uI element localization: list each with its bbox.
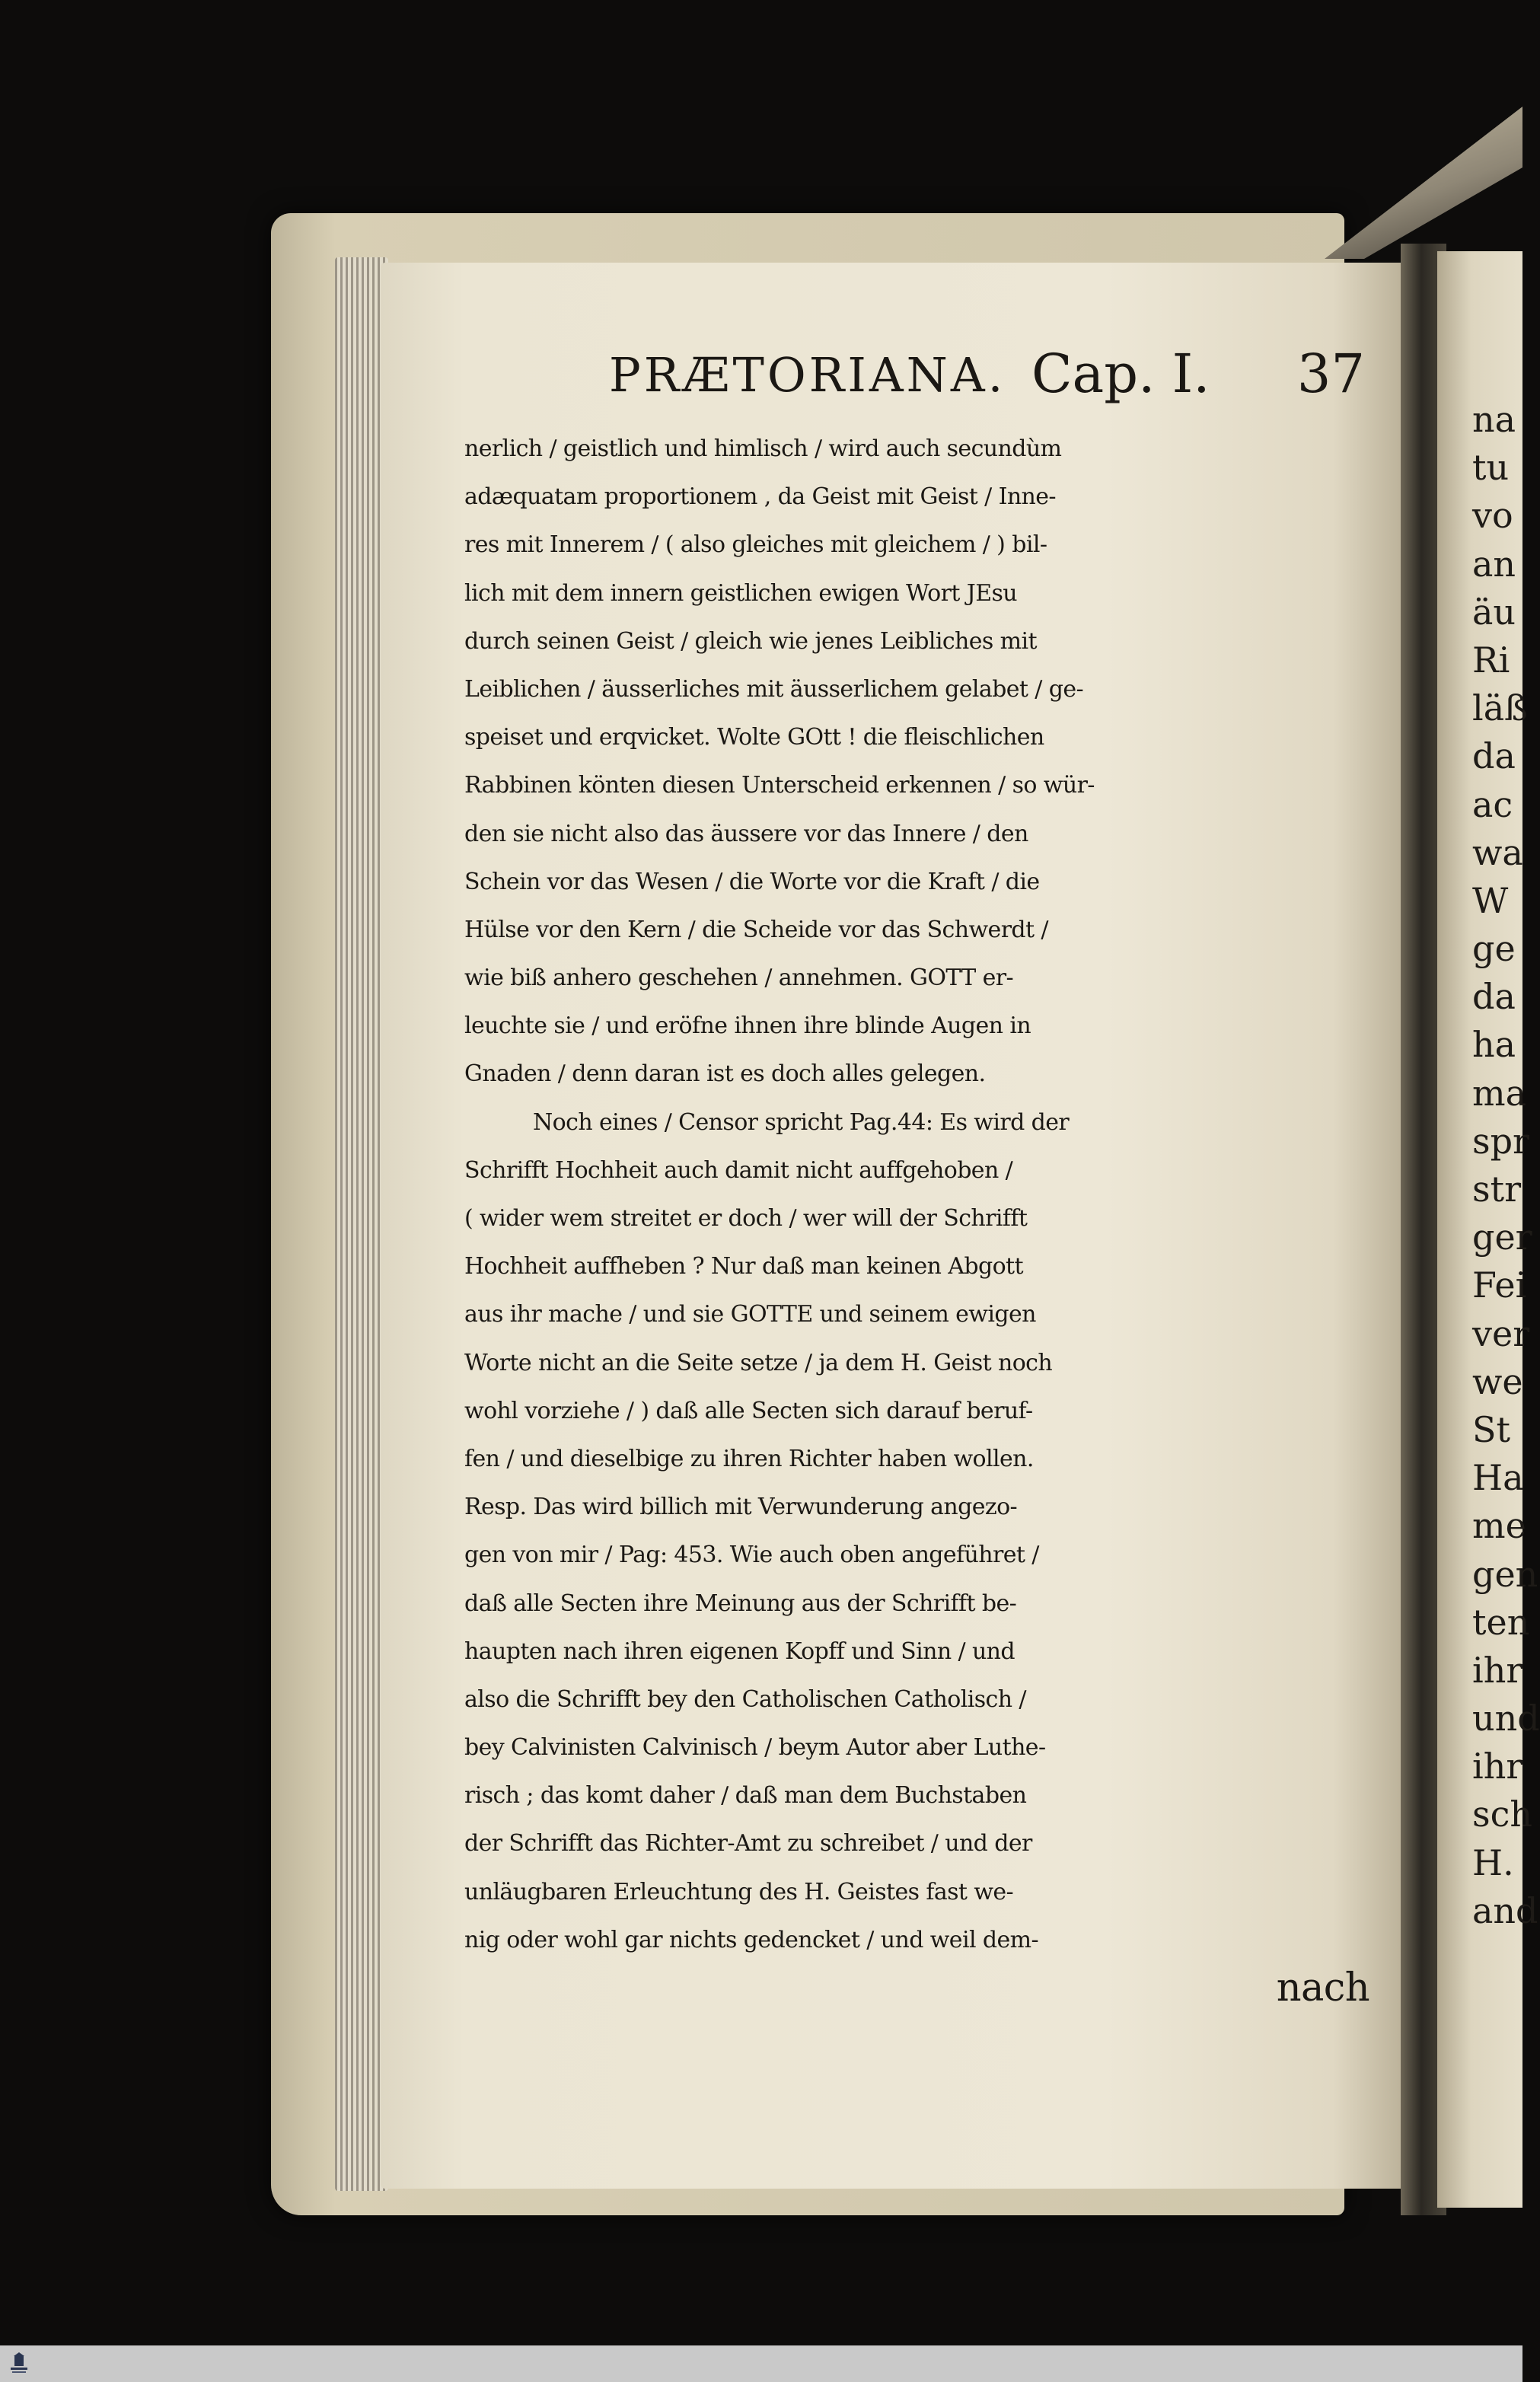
right-page-fragment: da [1472, 976, 1516, 1018]
running-head [464, 341, 1374, 425]
right-page-fragment: sch [1472, 1794, 1532, 1835]
right-page-fragment: ge [1472, 928, 1516, 970]
right-page-fragment: ma [1472, 1072, 1527, 1114]
right-page-fragment: we [1472, 1360, 1523, 1402]
right-page-fragment: str [1472, 1169, 1522, 1210]
text-line: daß alle Secten ihre Meinung aus der Schrifft be- [464, 1590, 1017, 1617]
text-line: Gnaden / denn daran ist es doch alles gelegen. [464, 1060, 986, 1088]
right-page-fragment: Ri [1472, 639, 1510, 681]
catchword: nach [1276, 1966, 1369, 2011]
right-page-fragment: tu [1472, 447, 1510, 489]
right-page-fragment: vo [1472, 495, 1513, 537]
text-line: also die Schrifft bey den Catholischen Catholisch / [464, 1685, 1026, 1713]
right-page-fragment: wa [1472, 831, 1523, 873]
text-line: leuchte sie / und eröfne ihnen ihre blinde Augen in [464, 1012, 1031, 1040]
text-line: haupten nach ihren eigenen Kopff und Sinn / und [464, 1637, 1015, 1665]
text-line: gen von mir / Pag: 453. Wie auch oben angeführet / [464, 1542, 1039, 1569]
right-page-fragment: Fei [1472, 1264, 1527, 1306]
text-line: risch ; das komt daher / daß man dem Buchstaben [464, 1782, 1027, 1810]
text-line: adæquatam proportionem , da Geist mit Geist / Inne- [464, 483, 1056, 511]
right-page-fragment: an [1472, 543, 1516, 585]
text-line: Hochheit auffheben ? Nur daß man keinen Abgott [464, 1253, 1023, 1280]
text-line: aus ihr mache / und sie GOTTE und seinem ewigen [464, 1301, 1036, 1328]
page-text [464, 341, 1374, 2012]
right-page-text [1472, 396, 1540, 1935]
right-page-fragment: ger [1472, 1217, 1532, 1258]
right-page-fragment: läß [1472, 687, 1528, 729]
right-page-fragment: spr [1472, 1120, 1530, 1162]
text-line: Rabbinen könten diesen Unterscheid erkennen / so wür- [464, 772, 1095, 799]
text-line: bey Calvinisten Calvinisch / beym Autor aber Luthe- [464, 1734, 1046, 1762]
text-line: Noch eines / Censor spricht Pag.44: Es wird der [533, 1108, 1070, 1136]
right-page-fragment: ver [1472, 1312, 1530, 1354]
chapter-label: Cap. I. [1031, 343, 1210, 405]
text-line: der Schrifft das Richter-Amt zu schreibet / und der [464, 1830, 1032, 1857]
text-line: res mit Innerem / ( also gleiches mit gleichem / ) bil- [464, 531, 1047, 559]
library-logo-icon [8, 2352, 30, 2377]
text-line: nig oder wohl gar nichts gedencket / und weil dem- [464, 1926, 1039, 1953]
text-line: nerlich / geistlich und himlisch / wird auch secundùm [464, 435, 1062, 462]
text-line: Worte nicht an die Seite setze / ja dem H. Geist noch [464, 1349, 1053, 1376]
page-number: 37 [1296, 343, 1365, 405]
text-line: wohl vorziehe / ) daß alle Secten sich darauf beruf- [464, 1397, 1033, 1424]
text-line: den sie nicht also das äussere vor das Innere / den [464, 820, 1028, 847]
text-line: ( wider wem streitet er doch / wer will der Schrifft [464, 1205, 1028, 1232]
text-line: Schrifft Hochheit auch damit nicht auffgehoben / [464, 1156, 1013, 1184]
text-line: lich mit dem innern geistlichen ewigen Wort JEsu [464, 579, 1018, 607]
right-page-fragment: W [1472, 879, 1509, 921]
right-page-fragment: gen [1472, 1553, 1538, 1595]
text-lines [464, 425, 1374, 1964]
book-spine [1325, 107, 1522, 259]
running-title: PRÆTORIANA. [609, 347, 1006, 403]
right-page-fragment: ihr [1472, 1746, 1523, 1787]
text-line: fen / und dieselbige zu ihren Richter haben wollen. [464, 1445, 1034, 1472]
right-page-fragment: ten [1472, 1601, 1530, 1643]
text-line: Schein vor das Wesen / die Worte vor die Kraft / die [464, 868, 1040, 895]
text-line: Resp. Das wird billich mit Verwunderung angezo- [464, 1494, 1018, 1521]
right-page-fragment: ac [1472, 783, 1513, 825]
viewer-footer-bar [0, 2345, 1522, 2382]
right-page-fragment: ihr [1472, 1649, 1523, 1691]
text-line: wie biß anhero geschehen / annehmen. GOTT er- [464, 965, 1014, 992]
right-page-fragment: da [1472, 735, 1516, 777]
right-page-fragment: St [1472, 1408, 1510, 1450]
text-line: Hülse vor den Kern / die Scheide vor das Schwerdt / [464, 916, 1048, 943]
text-line: Leiblichen / äusserliches mit äusserlichem gelabet / ge- [464, 675, 1084, 703]
right-page-fragment: und [1472, 1698, 1540, 1739]
right-page-fragment: and [1472, 1889, 1538, 1931]
text-line: durch seinen Geist / gleich wie jenes Leibliches mit [464, 627, 1037, 655]
right-page-fragment: äu [1472, 591, 1516, 633]
right-page-fragment: H. [1472, 1842, 1514, 1883]
right-page-fragment: ha [1472, 1024, 1516, 1066]
right-page-fragment: Ha [1472, 1457, 1524, 1499]
text-line: unläugbaren Erleuchtung des H. Geistes fast we- [464, 1878, 1014, 1905]
right-page-fragment: na [1472, 399, 1516, 440]
right-page-fragment: me [1472, 1505, 1526, 1547]
text-line: speiset und erqvicket. Wolte GOtt ! die fleischlichen [464, 724, 1044, 751]
